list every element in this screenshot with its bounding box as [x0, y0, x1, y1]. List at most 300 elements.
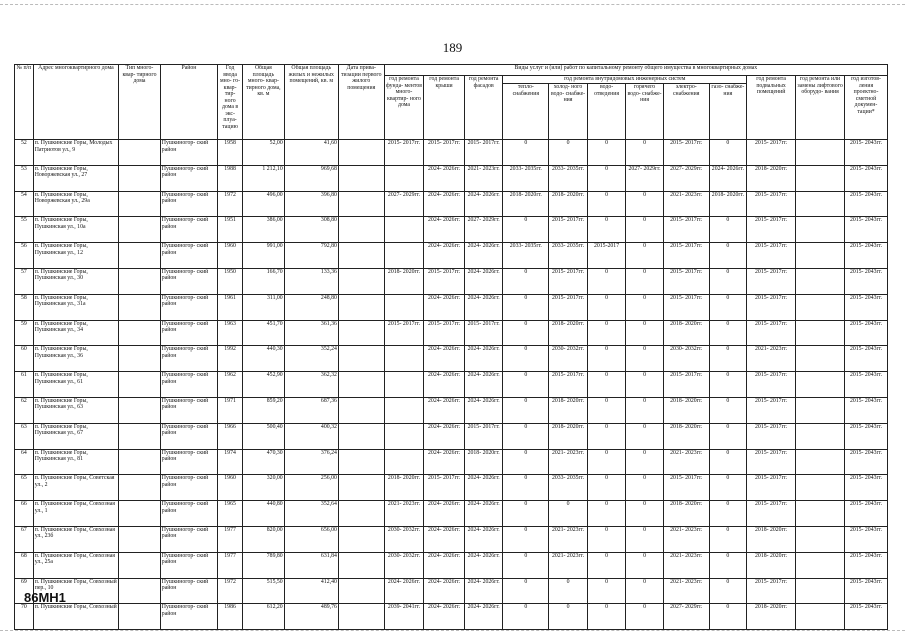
year-cell: 1992 — [218, 346, 243, 372]
heat-cell: 2033- 2035гг. — [503, 165, 549, 191]
total-area-cell: 991,00 — [243, 243, 285, 269]
cold-water-cell: 2021- 2023гг. — [549, 449, 588, 475]
foundation-cell: 2018- 2020гг. — [384, 475, 424, 501]
foundation-cell: 2024- 2026гг. — [384, 578, 424, 604]
total-area-cell: 612,20 — [243, 604, 285, 630]
power-cell: 2015- 2017гг. — [663, 217, 709, 243]
row-number: 68 — [15, 552, 34, 578]
year-cell: 1962 — [218, 372, 243, 398]
row-number: 56 — [15, 243, 34, 269]
cold-water-cell: 2033- 2035гг. — [549, 243, 588, 269]
type-cell — [119, 294, 161, 320]
residential-area-cell: 248,80 — [284, 294, 338, 320]
elevator-cell — [796, 165, 845, 191]
power-cell: 2015- 2017гг. — [663, 294, 709, 320]
table-row — [15, 423, 888, 449]
row-number: 66 — [15, 501, 34, 527]
address-cell: п. Пушкинские Горы, Совхозный — [33, 604, 118, 630]
drainage-cell: 2015-2017 — [587, 243, 626, 269]
row-number: 54 — [15, 191, 34, 217]
scan-edge-bottom — [0, 630, 905, 631]
table-row — [15, 449, 888, 475]
drainage-cell: 0 — [587, 397, 626, 423]
foundation-cell — [384, 423, 424, 449]
roof-cell: 2015- 2017гг. — [424, 140, 465, 166]
power-cell: 2015- 2017гг. — [663, 268, 709, 294]
residential-area-cell: 308,80 — [284, 217, 338, 243]
gas-cell: 0 — [709, 604, 746, 630]
power-cell: 2018- 2020гг. — [663, 423, 709, 449]
drainage-cell: 0 — [587, 475, 626, 501]
year-cell: 1951 — [218, 217, 243, 243]
power-cell: 2015- 2017гг. — [663, 140, 709, 166]
roof-cell: 2024- 2026гг. — [424, 294, 465, 320]
residential-area-cell: 352,24 — [284, 346, 338, 372]
elevator-cell — [796, 397, 845, 423]
roof-cell: 2024- 2026гг. — [424, 449, 465, 475]
privatization-cell — [338, 346, 384, 372]
cold-water-cell: 2021- 2023гг. — [549, 552, 588, 578]
cold-water-cell: 2021- 2023гг. — [549, 526, 588, 552]
foundation-cell — [384, 294, 424, 320]
basement-cell: 2015- 2017гг. — [747, 140, 796, 166]
district-cell: Пушкиногор- ский район — [160, 423, 217, 449]
basement-cell: 2015- 2017гг. — [747, 294, 796, 320]
design-docs-cell: 2015- 2043гг. — [845, 526, 888, 552]
district-cell: Пушкиногор- ский район — [160, 501, 217, 527]
table-row — [15, 578, 888, 604]
heat-cell: 0 — [503, 578, 549, 604]
basement-cell: 2018- 2020гг. — [747, 604, 796, 630]
residential-area-cell: 352,64 — [284, 501, 338, 527]
hot-water-cell: 0 — [626, 372, 663, 398]
cold-water-cell: 2033- 2035гг. — [549, 475, 588, 501]
hot-water-cell: 0 — [626, 501, 663, 527]
district-cell: Пушкиногор- ский район — [160, 449, 217, 475]
table-row — [15, 243, 888, 269]
row-number: 64 — [15, 449, 34, 475]
foundation-cell — [384, 372, 424, 398]
gas-cell: 0 — [709, 449, 746, 475]
header-design-docs: год изготов- ления проектно- сметной докумен- тации* — [845, 76, 888, 140]
design-docs-cell: 2015- 2043гг. — [845, 578, 888, 604]
power-cell: 2015- 2017гг. — [663, 475, 709, 501]
hot-water-cell: 0 — [626, 320, 663, 346]
page-number: 189 — [442, 40, 463, 55]
address-cell: п. Пушкинские Горы, Пушкинская ул., 31а — [33, 294, 118, 320]
gas-cell: 0 — [709, 397, 746, 423]
table-row — [15, 526, 888, 552]
residential-area-cell: 489,76 — [284, 604, 338, 630]
roof-cell: 2024- 2026гг. — [424, 578, 465, 604]
privatization-cell — [338, 449, 384, 475]
total-area-cell: 311,00 — [243, 294, 285, 320]
design-docs-cell: 2015- 2043гг. — [845, 320, 888, 346]
district-cell: Пушкиногор- ский район — [160, 165, 217, 191]
header-works-group: Виды услуг и (или) работ по капитальному ремонту общего имущества в многоквартирных домах — [384, 65, 887, 76]
basement-cell: 2015- 2017гг. — [747, 243, 796, 269]
privatization-cell — [338, 217, 384, 243]
residential-area-cell: 376,24 — [284, 449, 338, 475]
header-total-area: Общая площадь много- квар- тирного дома, кв. м — [243, 65, 285, 140]
basement-cell: 2021- 2023гг. — [747, 346, 796, 372]
address-cell: п. Пушкинские Горы, Пушкинская ул., 36 — [33, 346, 118, 372]
header-basement: год ремонта подвальных помещений — [747, 76, 796, 140]
header-elevator: год ремонта или замены лифтового оборудо- вания — [796, 76, 845, 140]
heat-cell: 0 — [503, 320, 549, 346]
table-row — [15, 372, 888, 398]
privatization-cell — [338, 268, 384, 294]
power-cell: 2018- 2020гг. — [663, 501, 709, 527]
district-cell: Пушкиногор- ский район — [160, 604, 217, 630]
header-residential-area: Общая площадь жилых и нежилых помещений, кв. м — [284, 65, 338, 140]
gas-cell: 0 — [709, 268, 746, 294]
foundation-cell: 2039- 2041гг. — [384, 604, 424, 630]
design-docs-cell: 2015- 2043гг. — [845, 501, 888, 527]
design-docs-cell: 2015- 2043гг. — [845, 165, 888, 191]
gas-cell: 2018- 2020гг. — [709, 191, 746, 217]
row-number: 53 — [15, 165, 34, 191]
roof-cell: 2024- 2026гг. — [424, 217, 465, 243]
heat-cell: 0 — [503, 397, 549, 423]
foundation-cell: 2027- 2029гг. — [384, 191, 424, 217]
design-docs-cell: 2015- 2043гг. — [845, 217, 888, 243]
design-docs-cell: 2015- 2043гг. — [845, 397, 888, 423]
gas-cell: 0 — [709, 243, 746, 269]
district-cell: Пушкиногор- ский район — [160, 578, 217, 604]
type-cell — [119, 475, 161, 501]
total-area-cell: 320,00 — [243, 475, 285, 501]
roof-cell: 2024- 2026гг. — [424, 243, 465, 269]
facade-cell: 2024- 2026гг. — [464, 475, 503, 501]
foundation-cell: 2030- 2032гг. — [384, 526, 424, 552]
residential-area-cell: 969,68 — [284, 165, 338, 191]
facade-cell: 2024- 2026гг. — [464, 397, 503, 423]
type-cell — [119, 268, 161, 294]
type-cell — [119, 604, 161, 630]
cold-water-cell: 2033- 2035гг. — [549, 165, 588, 191]
total-area-cell: 386,00 — [243, 217, 285, 243]
row-number: 61 — [15, 372, 34, 398]
cold-water-cell: 0 — [549, 604, 588, 630]
hot-water-cell: 0 — [626, 423, 663, 449]
basement-cell: 2015- 2017гг. — [747, 397, 796, 423]
row-number: 62 — [15, 397, 34, 423]
basement-cell: 2015- 2017гг. — [747, 578, 796, 604]
residential-area-cell: 400,32 — [284, 423, 338, 449]
roof-cell: 2024- 2026гг. — [424, 372, 465, 398]
roof-cell: 2015- 2017гг. — [424, 320, 465, 346]
drainage-cell: 0 — [587, 346, 626, 372]
total-area-cell: 789,80 — [243, 552, 285, 578]
foundation-cell: 2015- 2017гг. — [384, 140, 424, 166]
hot-water-cell: 0 — [626, 578, 663, 604]
district-cell: Пушкиногор- ский район — [160, 397, 217, 423]
drainage-cell: 0 — [587, 372, 626, 398]
hot-water-cell: 0 — [626, 397, 663, 423]
cold-water-cell: 2018- 2020гг. — [549, 320, 588, 346]
year-cell: 1960 — [218, 243, 243, 269]
type-cell — [119, 423, 161, 449]
basement-cell: 2015- 2017гг. — [747, 372, 796, 398]
elevator-cell — [796, 578, 845, 604]
district-cell: Пушкиногор- ский район — [160, 140, 217, 166]
privatization-cell — [338, 578, 384, 604]
roof-cell: 2024- 2026гг. — [424, 191, 465, 217]
heat-cell: 0 — [503, 604, 549, 630]
drainage-cell: 0 — [587, 191, 626, 217]
hot-water-cell: 0 — [626, 243, 663, 269]
drainage-cell: 0 — [587, 294, 626, 320]
roof-cell: 2024- 2026гг. — [424, 604, 465, 630]
residential-area-cell: 631,84 — [284, 552, 338, 578]
address-cell: п. Пушкинские Горы, Пушкинская ул., 10а — [33, 217, 118, 243]
district-cell: Пушкиногор- ский район — [160, 294, 217, 320]
table-row — [15, 165, 888, 191]
elevator-cell — [796, 191, 845, 217]
hot-water-cell: 0 — [626, 294, 663, 320]
basement-cell: 2018- 2020гг. — [747, 552, 796, 578]
year-cell: 1965 — [218, 501, 243, 527]
address-cell: п. Пушкинские Горы, Пушкинская ул., 34 — [33, 320, 118, 346]
year-cell: 1971 — [218, 397, 243, 423]
cold-water-cell: 2015- 2017гг. — [549, 268, 588, 294]
power-cell: 2018- 2020гг. — [663, 397, 709, 423]
cold-water-cell: 2018- 2020гг. — [549, 191, 588, 217]
basement-cell: 2018- 2020гг. — [747, 165, 796, 191]
drainage-cell: 0 — [587, 526, 626, 552]
power-cell: 2021- 2023гг. — [663, 449, 709, 475]
hot-water-cell: 0 — [626, 526, 663, 552]
residential-area-cell: 41,60 — [284, 140, 338, 166]
total-area-cell: 470,30 — [243, 449, 285, 475]
basement-cell: 2015- 2017гг. — [747, 501, 796, 527]
row-number: 55 — [15, 217, 34, 243]
year-cell: 1986 — [218, 604, 243, 630]
facade-cell: 2027- 2029гг. — [464, 217, 503, 243]
heat-cell: 0 — [503, 501, 549, 527]
residential-area-cell: 687,36 — [284, 397, 338, 423]
gas-cell: 0 — [709, 552, 746, 578]
total-area-cell: 440,30 — [243, 346, 285, 372]
type-cell — [119, 526, 161, 552]
drainage-cell: 0 — [587, 449, 626, 475]
row-number: 60 — [15, 346, 34, 372]
header-year: Год ввода мно- го- квар- тир- ного дома в экс- плуа- тацию — [218, 65, 243, 140]
drainage-cell: 0 — [587, 165, 626, 191]
hot-water-cell: 0 — [626, 268, 663, 294]
district-cell: Пушкиногор- ский район — [160, 243, 217, 269]
heat-cell: 0 — [503, 449, 549, 475]
total-area-cell: 52,00 — [243, 140, 285, 166]
address-cell: п. Пушкинские Горы, Пушкинская ул., 61 — [33, 372, 118, 398]
design-docs-cell: 2015- 2043гг. — [845, 268, 888, 294]
header-facade: год ремонта фасадов — [464, 76, 503, 140]
gas-cell: 0 — [709, 320, 746, 346]
table-row — [15, 475, 888, 501]
address-cell: п. Пушкинские Горы, Совхозная ул., 1 — [33, 501, 118, 527]
design-docs-cell: 2015- 2043гг. — [845, 294, 888, 320]
total-area-cell: 452,90 — [243, 372, 285, 398]
foundation-cell: 2021- 2023гг. — [384, 501, 424, 527]
year-cell: 1966 — [218, 423, 243, 449]
address-cell: п. Пушкинские Горы, Молодых Патриотов ул., 9 — [33, 140, 118, 166]
facade-cell: 2024- 2026гг. — [464, 346, 503, 372]
hot-water-cell: 0 — [626, 552, 663, 578]
address-cell: п. Пушкинские Горы, Совхозный пер., 10 — [33, 578, 118, 604]
elevator-cell — [796, 268, 845, 294]
drainage-cell: 0 — [587, 501, 626, 527]
address-cell: п. Пушкинские Горы, Пушкинская ул., 67 — [33, 423, 118, 449]
gas-cell: 0 — [709, 372, 746, 398]
elevator-cell — [796, 604, 845, 630]
district-cell: Пушкиногор- ский район — [160, 217, 217, 243]
hot-water-cell: 2027- 2029гг. — [626, 165, 663, 191]
gas-cell: 0 — [709, 526, 746, 552]
header-gas: газо- снабже- ния — [709, 84, 746, 140]
privatization-cell — [338, 397, 384, 423]
privatization-cell — [338, 320, 384, 346]
drainage-cell: 0 — [587, 604, 626, 630]
facade-cell: 2018- 2020гг. — [464, 449, 503, 475]
facade-cell: 2024- 2026гг. — [464, 243, 503, 269]
foundation-cell — [384, 243, 424, 269]
row-number: 58 — [15, 294, 34, 320]
district-cell: Пушкиногор- ский район — [160, 372, 217, 398]
privatization-cell — [338, 552, 384, 578]
roof-cell: 2015- 2017гг. — [424, 268, 465, 294]
scan-edge-top — [0, 4, 905, 5]
header-power: электро- снабжения — [663, 84, 709, 140]
type-cell — [119, 449, 161, 475]
cold-water-cell: 2015- 2017гг. — [549, 294, 588, 320]
type-cell — [119, 397, 161, 423]
table-row — [15, 346, 888, 372]
residential-area-cell: 412,40 — [284, 578, 338, 604]
power-cell: 2021- 2023гг. — [663, 191, 709, 217]
power-cell: 2015- 2017гг. — [663, 372, 709, 398]
basement-cell: 2015- 2017гг. — [747, 423, 796, 449]
roof-cell: 2024- 2026гг. — [424, 423, 465, 449]
row-number: 67 — [15, 526, 34, 552]
facade-cell: 2024- 2026гг. — [464, 578, 503, 604]
roof-cell: 2015- 2017гг. — [424, 475, 465, 501]
foundation-cell: 2015- 2017гг. — [384, 320, 424, 346]
gas-cell: 0 — [709, 501, 746, 527]
elevator-cell — [796, 243, 845, 269]
heat-cell: 0 — [503, 526, 549, 552]
basement-cell: 2015- 2017гг. — [747, 475, 796, 501]
residential-area-cell: 396,80 — [284, 191, 338, 217]
heat-cell: 0 — [503, 217, 549, 243]
type-cell — [119, 191, 161, 217]
table-body — [15, 140, 888, 630]
address-cell: п. Пушкинские Горы, Новоржевская ул., 29а — [33, 191, 118, 217]
power-cell: 2021- 2023гг. — [663, 526, 709, 552]
district-cell: Пушкиногор- ский район — [160, 191, 217, 217]
heat-cell: 0 — [503, 268, 549, 294]
residential-area-cell: 133,36 — [284, 268, 338, 294]
foundation-cell — [384, 449, 424, 475]
type-cell — [119, 372, 161, 398]
facade-cell: 2015- 2017гг. — [464, 423, 503, 449]
residential-area-cell: 792,80 — [284, 243, 338, 269]
gas-cell: 0 — [709, 294, 746, 320]
facade-cell: 2024- 2026гг. — [464, 552, 503, 578]
power-cell: 2021- 2023гг. — [663, 552, 709, 578]
residential-area-cell: 656,00 — [284, 526, 338, 552]
hot-water-cell: 0 — [626, 604, 663, 630]
power-cell: 2027- 2029гг. — [663, 165, 709, 191]
roof-cell: 2024- 2026гг. — [424, 397, 465, 423]
facade-cell: 2024- 2026гг. — [464, 526, 503, 552]
table-row — [15, 501, 888, 527]
type-cell — [119, 552, 161, 578]
cold-water-cell: 2015- 2017гг. — [549, 372, 588, 398]
roof-cell: 2024- 2026гг. — [424, 552, 465, 578]
type-cell — [119, 243, 161, 269]
design-docs-cell: 2015- 2043гг. — [845, 604, 888, 630]
address-cell: п. Пушкинские Горы, Новоржевская ул., 27 — [33, 165, 118, 191]
design-docs-cell: 2015- 2043гг. — [845, 475, 888, 501]
total-area-cell: 820,00 — [243, 526, 285, 552]
address-cell: п. Пушкинские Горы, Пушкинская ул., 81 — [33, 449, 118, 475]
privatization-cell — [338, 243, 384, 269]
elevator-cell — [796, 552, 845, 578]
gas-cell: 2024- 2026гг. — [709, 165, 746, 191]
header-address: Адрес многоквартирного дома — [33, 65, 118, 140]
facade-cell: 2024- 2026гг. — [464, 501, 503, 527]
total-area-cell: 859,20 — [243, 397, 285, 423]
table-row — [15, 552, 888, 578]
total-area-cell: 451,70 — [243, 320, 285, 346]
district-cell: Пушкиногор- ский район — [160, 268, 217, 294]
elevator-cell — [796, 320, 845, 346]
year-cell: 1963 — [218, 320, 243, 346]
foundation-cell: 2018- 2020гг. — [384, 268, 424, 294]
privatization-cell — [338, 526, 384, 552]
header-heat: тепло- снабжения — [503, 84, 549, 140]
facade-cell: 2015- 2017гг. — [464, 140, 503, 166]
address-cell: п. Пушкинские Горы, Советская ул., 2 — [33, 475, 118, 501]
address-cell: п. Пушкинские Горы, Пушкинская ул., 63 — [33, 397, 118, 423]
basement-cell: 2018- 2020гг. — [747, 526, 796, 552]
residential-area-cell: 362,32 — [284, 372, 338, 398]
design-docs-cell: 2015- 2043гг. — [845, 140, 888, 166]
basement-cell: 2015- 2017гг. — [747, 449, 796, 475]
table-row — [15, 191, 888, 217]
hot-water-cell: 0 — [626, 346, 663, 372]
total-area-cell: 500,40 — [243, 423, 285, 449]
total-area-cell: 515,50 — [243, 578, 285, 604]
facade-cell: 2024- 2026гг. — [464, 294, 503, 320]
foundation-cell — [384, 165, 424, 191]
gas-cell: 0 — [709, 346, 746, 372]
roof-cell: 2024- 2026гг. — [424, 501, 465, 527]
design-docs-cell: 2015- 2043гг. — [845, 449, 888, 475]
year-cell: 1988 — [218, 165, 243, 191]
facade-cell: 2024- 2026гг. — [464, 191, 503, 217]
drainage-cell: 0 — [587, 320, 626, 346]
table-row — [15, 604, 888, 630]
facade-cell: 2021- 2023гг. — [464, 165, 503, 191]
header-foundation: год ремонта фунда- ментов много- квартир- ного дома — [384, 76, 424, 140]
cold-water-cell: 0 — [549, 578, 588, 604]
elevator-cell — [796, 346, 845, 372]
drainage-cell: 0 — [587, 217, 626, 243]
header-engineering-group: год ремонта внутридомовых инженерных систем — [503, 76, 747, 84]
design-docs-cell: 2015- 2043гг. — [845, 372, 888, 398]
